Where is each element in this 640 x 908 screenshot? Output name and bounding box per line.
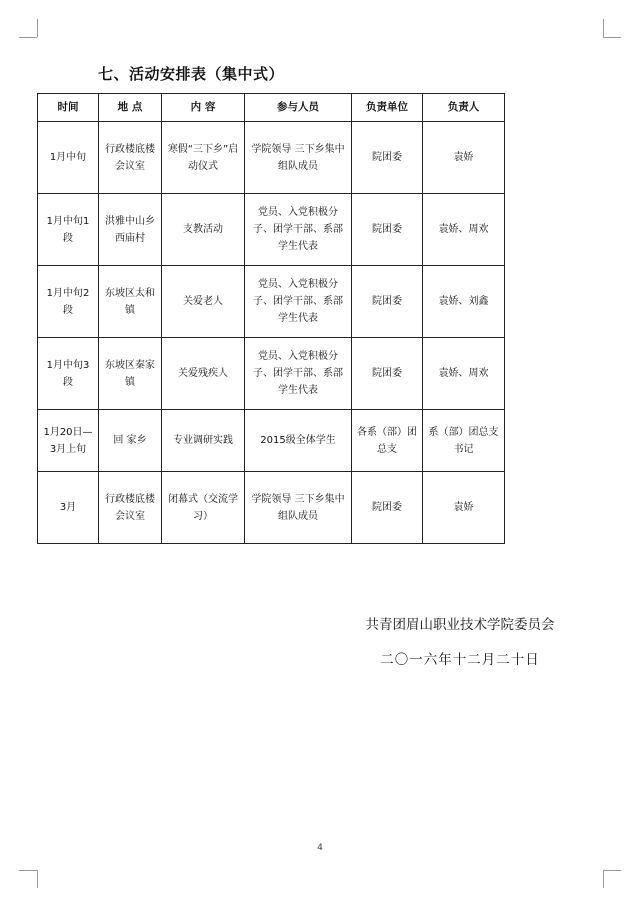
crop-mark [603,19,604,37]
activity-schedule-table [37,93,505,544]
cell-location: 行政楼底楼会议室 [99,472,162,544]
header-content: 内 容 [162,94,245,122]
page-number: 4 [317,843,323,853]
cell-location: 东坡区太和镇 [99,266,162,338]
cell-location: 回 家乡 [99,410,162,472]
cell-time: 1月中旬 [38,122,99,194]
section-title: 七、活动安排表（集中式） [98,65,285,83]
cell-location: 行政楼底楼会议室 [99,122,162,194]
issue-date: 二〇一六年十二月二十日 [380,652,540,668]
cell-responsible-unit: 院团委 [352,472,423,544]
crop-mark [37,19,38,37]
cell-participants: 学院领导 三下乡集中组队成员 [245,122,352,194]
cell-responsible-person: 袁娇 [423,122,505,194]
table-header-row [38,94,505,122]
cell-participants: 党员、入党积极分子、团学干部、系部学生代表 [245,338,352,410]
cell-responsible-unit: 院团委 [352,266,423,338]
cell-time: 1月中旬1段 [38,194,99,266]
table-row [38,338,505,410]
cell-participants: 2015级全体学生 [245,410,352,472]
cell-time: 1月中旬2段 [38,266,99,338]
cell-participants: 党员、入党积极分子、团学干部、系部学生代表 [245,266,352,338]
cell-content: 寒假“三下乡”启动仪式 [162,122,245,194]
crop-mark [603,870,621,871]
crop-mark [19,870,37,871]
crop-mark [37,870,38,888]
cell-responsible-unit: 院团委 [352,122,423,194]
cell-responsible-unit: 院团委 [352,338,423,410]
crop-mark [19,37,37,38]
header-responsible-unit: 负责单位 [352,94,423,122]
cell-responsible-unit: 各系（部）团总支 [352,410,423,472]
cell-time: 3月 [38,472,99,544]
header-time: 时间 [38,94,99,122]
cell-responsible-unit: 院团委 [352,194,423,266]
header-participants: 参与人员 [245,94,352,122]
cell-responsible-person: 系（部）团总支书记 [423,410,505,472]
crop-mark [603,37,621,38]
table-row [38,410,505,472]
crop-mark [603,870,604,888]
cell-content: 专业调研实践 [162,410,245,472]
table-row [38,266,505,338]
cell-content: 关爱残疾人 [162,338,245,410]
header-location: 地 点 [99,94,162,122]
table-row [38,194,505,266]
cell-responsible-person: 袁娇 [423,472,505,544]
table-row [38,122,505,194]
cell-location: 洪雅中山乡西庙村 [99,194,162,266]
issuing-organization: 共青团眉山职业技术学院委员会 [365,617,555,633]
cell-content: 关爱老人 [162,266,245,338]
cell-participants: 学院领导 三下乡集中组队成员 [245,472,352,544]
cell-participants: 党员、入党积极分子、团学干部、系部学生代表 [245,194,352,266]
cell-responsible-person: 袁娇、周欢 [423,338,505,410]
cell-content: 闭幕式（交流学习） [162,472,245,544]
cell-content: 支教活动 [162,194,245,266]
table-row [38,472,505,544]
cell-time: 1月20日—3月上旬 [38,410,99,472]
cell-time: 1月中旬3段 [38,338,99,410]
header-responsible-person: 负责人 [423,94,505,122]
cell-responsible-person: 袁娇、刘鑫 [423,266,505,338]
cell-location: 东坡区秦家镇 [99,338,162,410]
cell-responsible-person: 袁娇、周欢 [423,194,505,266]
